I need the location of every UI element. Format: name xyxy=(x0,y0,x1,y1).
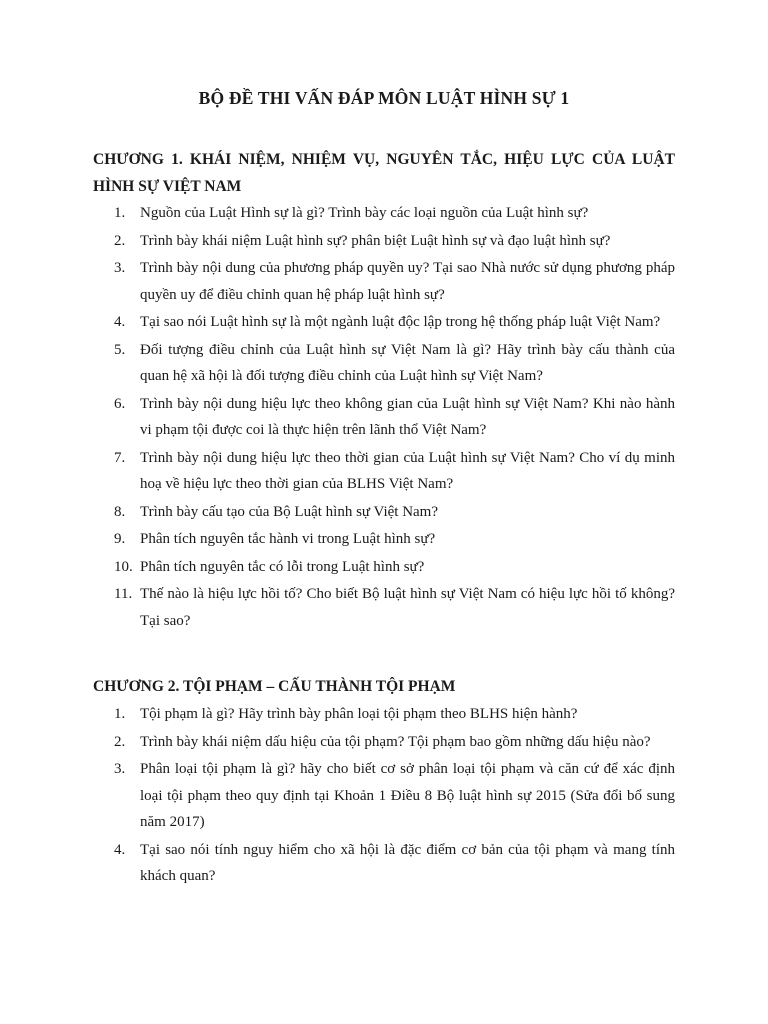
question-number: 4. xyxy=(114,841,126,858)
question-text: Thế nào là hiệu lực hồi tố? Cho biết Bộ luật hình sự Việt Nam có hiệu lực hồi tố không? Tại sao? xyxy=(140,586,675,629)
list-item xyxy=(0,255,675,308)
question-number: 2. xyxy=(114,733,126,750)
list-item xyxy=(0,701,675,728)
question-text: Trình bày khái niệm dấu hiệu của tội phạm? Tội phạm bao gồm những dấu hiệu nào? xyxy=(140,733,651,750)
question-number: 5. xyxy=(114,341,126,358)
question-text: Phân tích nguyên tắc hành vi trong Luật hình sự? xyxy=(140,531,436,547)
question-text: Trình bày cấu tạo của Bộ Luật hình sự Việt Nam? xyxy=(140,503,439,520)
list-item xyxy=(0,337,675,390)
question-number: 10. xyxy=(114,558,133,575)
list-item xyxy=(0,581,675,634)
list-item xyxy=(0,837,675,890)
question-text: Đối tượng điều chỉnh của Luật hình sự Việt Nam là gì? Hãy trình bày cấu thành của quan hệ xã hội là đối tượng điều chỉnh của Luật hình sự Việt Nam? xyxy=(140,341,675,384)
question-text: Phân loại tội phạm là gì? hãy cho biết cơ sở phân loại tội phạm và căn cứ để xác định loại tội phạm theo quy định tại Khoản 1 Điều 8 Bộ luật hình sự 2015 (Sửa đổi bổ sung năm 2017) xyxy=(140,761,675,830)
list-item xyxy=(0,756,675,836)
list-item xyxy=(0,228,675,255)
chapter-2-heading: CHƯƠNG 2. TỘI PHẠM – CẤU THÀNH TỘI PHẠM xyxy=(93,678,456,695)
question-number: 7. xyxy=(114,449,126,466)
list-item xyxy=(0,200,675,227)
list-item xyxy=(0,499,675,526)
question-number: 1. xyxy=(114,205,126,221)
question-number: 3. xyxy=(114,260,126,276)
question-number: 2. xyxy=(114,232,126,249)
question-number: 11. xyxy=(114,586,133,602)
question-number: 9. xyxy=(114,531,126,547)
question-text: Tại sao nói Luật hình sự là một ngành luật độc lập trong hệ thống pháp luật Việt Nam? xyxy=(140,314,661,330)
question-text: Trình bày khái niệm Luật hình sự? phân biệt Luật hình sự và đạo luật hình sự? xyxy=(140,232,611,249)
list-item xyxy=(0,554,675,581)
question-number: 1. xyxy=(114,706,126,722)
list-item xyxy=(0,526,675,553)
question-number: 4. xyxy=(114,314,126,330)
question-text: Trình bày nội dung hiệu lực theo không gian của Luật hình sự Việt Nam? Khi nào hành vi phạm tội được coi là thực hiện trên lãnh thổ Việt Nam? xyxy=(140,395,675,438)
question-text: Phân tích nguyên tắc có lỗi trong Luật hình sự? xyxy=(140,558,425,575)
question-text: Tại sao nói tính nguy hiểm cho xã hội là đặc điểm cơ bản của tội phạm và mang tính khách quan? xyxy=(140,841,675,884)
question-text: Tội phạm là gì? Hãy trình bày phân loại tội phạm theo BLHS hiện hành? xyxy=(140,706,578,722)
document-title: BỘ ĐỀ THI VẤN ĐÁP MÔN LUẬT HÌNH SỰ 1 xyxy=(198,88,570,108)
chapter-1-heading: CHƯƠNG 1. KHÁI NIỆM, NHIỆM VỤ, NGUYÊN TẮC, HIỆU LỰC CỦA LUẬT HÌNH SỰ VIỆT NAM xyxy=(93,151,675,195)
question-number: 8. xyxy=(114,503,126,520)
question-number: 3. xyxy=(114,761,126,777)
list-item xyxy=(0,445,675,498)
chapter-2-question-list xyxy=(0,701,768,891)
chapter-1-question-list xyxy=(0,200,768,635)
question-number: 6. xyxy=(114,395,126,412)
question-text: Trình bày nội dung của phương pháp quyền uy? Tại sao Nhà nước sử dụng phương pháp quyền uy để điều chỉnh quan hệ pháp luật hình sự? xyxy=(140,260,675,303)
question-text: Trình bày nội dung hiệu lực theo thời gian của Luật hình sự Việt Nam? Cho ví dụ minh hoạ về hiệu lực theo thời gian của BLHS Việt Nam? xyxy=(140,449,675,492)
question-text: Nguồn của Luật Hình sự là gì? Trình bày các loại nguồn của Luật hình sự? xyxy=(140,205,589,221)
list-item xyxy=(0,309,675,336)
list-item xyxy=(0,391,675,444)
list-item xyxy=(0,729,675,756)
